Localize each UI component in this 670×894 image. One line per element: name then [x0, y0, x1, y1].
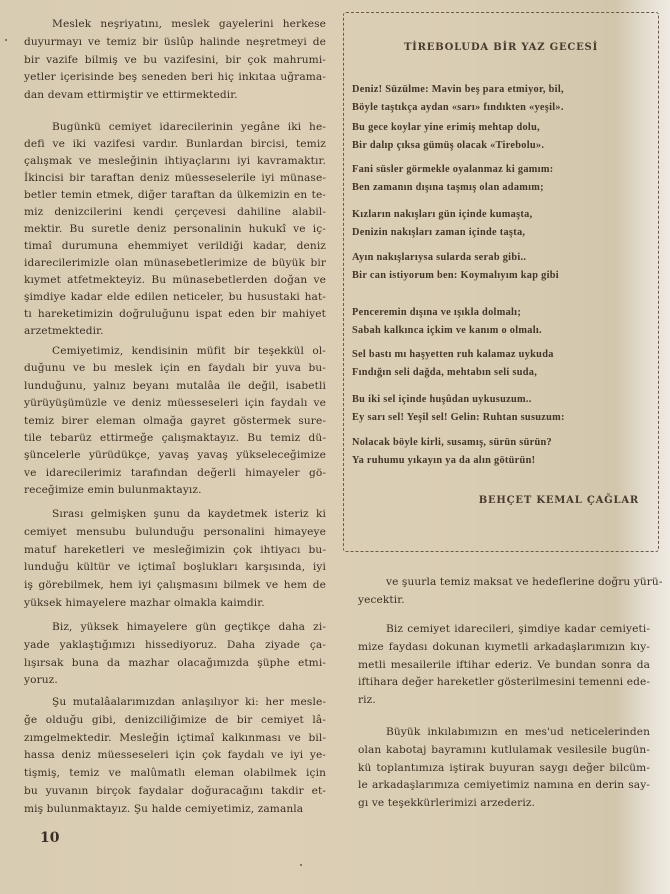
- text-line: kü toplantımıza iştirak buyuran saygı değer bilcüm-: [358, 761, 650, 774]
- poem-stanza: [352, 391, 652, 426]
- text-line: Biz, yüksek himayelere gün geçtikçe daha zi-: [52, 621, 326, 633]
- text-line: miş bulunmaktayız. Şu halde cemiyetimiz, zamanla: [24, 802, 304, 815]
- text-line: yoruz.: [24, 674, 58, 687]
- poem-stanza: [352, 249, 652, 284]
- text-line: dan devam ettirmiştir ve ettirmektedir.: [24, 89, 238, 102]
- text-line: metli mesailerile iftihar ederiz. Ve bundan sonra da: [358, 658, 650, 671]
- text-line: kıymet atfetmekteyiz. Bu münasebetlerden doğan ve: [24, 274, 326, 286]
- text-line: timaî durumuna ehemmiyet verildiği kadar, deniz: [24, 240, 326, 252]
- text-line: receğimize emin bulunmaktayız.: [24, 484, 202, 497]
- paragraph: [24, 694, 326, 819]
- text-line: şimdiye kadar elde edilen neticeler, bu husustaki hat-: [24, 291, 326, 303]
- poem-line: Deniz! Süzülme: Mavin beş para etmiyor, bil,: [352, 84, 564, 95]
- text-line: yürüyüşümüzle ve deniz müesseseleri için faydalı ve: [24, 397, 326, 410]
- paragraph: [358, 574, 663, 610]
- text-line: hassa deniz müesseseleri için çok faydalı ve iyi ye-: [24, 749, 326, 762]
- text-line: riz.: [358, 694, 376, 707]
- poem-line: Bir can istiyorum ben: Koymalıyım kap gibi: [352, 269, 559, 281]
- poem-stanza: [352, 434, 652, 469]
- poem-line: Denizin nakışları zaman içinde taşta,: [352, 226, 526, 238]
- text-line: Bugünkü cemiyet idarecilerinin yegâne iki he-: [52, 121, 326, 133]
- text-line: İkincisi bir taraftan deniz müesseselerile iyi münase-: [24, 172, 326, 184]
- text-line: yüksek himayelere mazhar olmakla kaimdir.: [24, 596, 265, 609]
- ink-speck: [5, 39, 7, 41]
- text-line: yade yaklaştığımızı hissediyoruz. Daha ziyade ça-: [24, 638, 326, 651]
- poem-line: Fani süsler görmekle oyalanmaz ki gamım:: [352, 164, 554, 175]
- text-line: yecektir.: [358, 593, 405, 606]
- poem-line: Ey sarı sel! Yeşil sel! Gelin: Ruhtan susuzum:: [352, 411, 565, 423]
- text-line: betler temin etmek, diğer taraftan da ülkemizin en te-: [24, 189, 326, 201]
- text-line: mektir. Bu suretle deniz personalinin hukukî ve iç-: [24, 223, 326, 235]
- poem-line: Sabah kalkınca içkim ve kanım o olmalı.: [352, 324, 542, 336]
- text-line: olan kabotaj bayramını kutlulamak vesilesile bugün-: [358, 743, 650, 756]
- poem-author: BEHÇET KEMAL ÇAĞLAR: [478, 495, 639, 506]
- text-line: tile tebarüz ettirmeğe çalışmaktayız. Bu temiz dü-: [24, 431, 326, 444]
- text-line: duyurmayı ve temiz bir üslûp halinde neşretmeyi de: [24, 35, 326, 48]
- poem-line: Bir dalıp çıksa gümüş olacak «Tirebolu».: [352, 139, 545, 151]
- text-line: Biz cemiyet idarecileri, şimdiye kadar cemiyeti-: [386, 623, 650, 635]
- text-line: iş görebilmek, hem iyi çalışmasını bilmek ve hem de: [24, 579, 326, 592]
- text-line: Büyük inkılabımızın en mes'ud neticelerinden: [386, 726, 650, 738]
- text-line: ve idarecilerimiz tarafından değerli himayeler gö-: [24, 466, 326, 479]
- text-line: tişmiş, temiz ve malûmatlı eleman olabilmek için: [24, 767, 326, 780]
- poem-line: Penceremin dışına ve ışıkla dolmalı;: [352, 307, 522, 318]
- poem-stanza: [352, 304, 652, 339]
- poem-line: Fındığın seli dağda, mehtabın seli suda,: [352, 366, 538, 378]
- text-line: Sırası gelmişken şunu da kaydetmek isteriz ki: [52, 508, 326, 520]
- page-number: 10: [40, 830, 60, 846]
- poem-stanza: [352, 346, 652, 381]
- poem-line: Bu gece koylar yine erimiş mehtap dolu,: [352, 122, 540, 133]
- text-line: miz denizcilerini kendi çerçevesi dahiline alabil-: [24, 206, 326, 218]
- poem-stanza: [352, 81, 652, 116]
- text-line: iftihara değer hareketler gösterilmesini temenni ede-: [358, 676, 651, 689]
- poem-line: Nolacak böyle kirli, susamış, sürün sürün?: [352, 437, 552, 448]
- poem-line: Bu iki sel içinde huşûdan uykusuzum..: [352, 394, 532, 405]
- text-line: cemiyet mensubu bulunduğu personalini himayeye: [24, 525, 326, 538]
- text-line: arzetmektedir.: [24, 325, 104, 337]
- text-line: lışırsak buna da mazhar olacağımızda şüphe etmi-: [24, 656, 326, 669]
- poem-line: Ben zamanın dışına taşmış olan adamım;: [352, 181, 544, 193]
- text-line: bir vazife bilmiş ve bu vazifesini, bir çok mahrumi-: [24, 53, 326, 66]
- poem-title: TİREBOLUDA BİR YAZ GECESİ: [403, 42, 599, 53]
- poem-line: Kızların nakışları gün içinde kumaşta,: [352, 209, 533, 220]
- text-line: Şu mutalâalarımızdan anlaşılıyor ki: her mesle-: [52, 696, 326, 708]
- paragraph: [24, 619, 326, 690]
- paragraph: [24, 119, 326, 340]
- poem-line: Böyle taştıkça aydan «sarı» fındıkten «yeşil».: [352, 101, 564, 113]
- text-line: tı hareketimizin doğruluğunu ispat eden bir mahiyet: [24, 308, 326, 320]
- text-line: idarecilerimizle olan münasebetlerimize de büyük bir: [24, 257, 326, 269]
- poem-line: Sel bastı mı haşyetten ruh kalamaz uykuda: [352, 349, 554, 360]
- poem-stanza: [352, 161, 652, 196]
- text-line: matuf hareketleri ve mesleğimizin çok ihtiyacı bu-: [24, 543, 326, 556]
- paragraph: [24, 506, 326, 613]
- ink-speck: [300, 864, 302, 866]
- text-line: le arkadaşlarımıza cemiyetimiz namına en derin say-: [358, 779, 650, 792]
- text-line: temiz birer eleman olmağa gayret göstermek sure-: [24, 414, 326, 427]
- text-line: ve şuurla temiz maksat ve hedeflerine doğru yürü-: [386, 576, 663, 588]
- text-line: Meslek neşriyatını, meslek gayelerini herkese: [52, 18, 326, 30]
- poem-line: Ayın nakışlarıysa sularda serab gibi..: [352, 252, 527, 263]
- text-line: lunduğunu, yalnız beyanı mutalâa ile değil, isabetli: [24, 379, 326, 392]
- text-line: gı ve teşekkürlerimizi arzederiz.: [358, 797, 535, 810]
- poem-stanza: [352, 206, 652, 241]
- text-line: duğunu ve bu meslek için en faydalı bir yuva bu-: [24, 362, 326, 375]
- text-line: Cemiyetimiz, kendisinin müfit bir teşekkül ol-: [52, 345, 326, 357]
- text-line: lunduğu kültür ve içtimaî boşlukları karşısında, iyi: [24, 561, 326, 574]
- text-line: defi ve iki vazifesi vardır. Bunlardan bircisi, temiz: [24, 138, 326, 150]
- text-line: ğe olduğu gibi, denizciliğimize de bir cemiyet lâ-: [24, 713, 326, 726]
- paragraph: [24, 16, 326, 105]
- poem-line: Ya ruhumu yıkayın ya da alın götürün!: [352, 454, 536, 466]
- poem-stanza: [352, 119, 652, 154]
- paragraph: [358, 621, 650, 710]
- text-line: çalışmak ve mesleğinin ihtiyaçlarını iyi kavramaktır.: [24, 155, 326, 167]
- paragraph: [24, 343, 326, 500]
- text-line: mize faydası dokunan kıymetli arkadaşlarımızın kıy-: [358, 640, 650, 653]
- paragraph: [358, 724, 650, 813]
- text-line: şüncelerle yürüdükçe, yavaş yavaş yükseleceğimize: [24, 449, 326, 462]
- text-line: bu yuvanın birçok faydalar doğuracağını takdir et-: [24, 784, 326, 797]
- text-line: yetler içerisinde beş seneden beri hiç inkıtaa uğrama-: [24, 71, 326, 84]
- text-line: zımgelmektedir. Mesleğin içtimaî kalkınması ve bil-: [24, 731, 326, 744]
